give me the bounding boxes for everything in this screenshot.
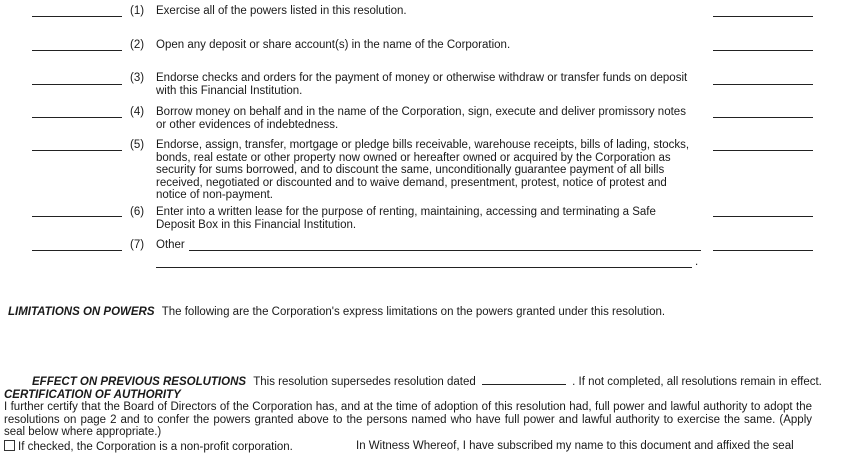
power-6-right-blank[interactable] [713, 216, 813, 217]
power-5-left-blank[interactable] [32, 150, 122, 151]
power-7-right-blank[interactable] [713, 250, 813, 251]
power-2-number: (2) [130, 39, 145, 51]
power-6-left-blank[interactable] [32, 216, 122, 217]
limitations-heading: LIMITATIONS ON POWERS [8, 306, 155, 318]
effect-heading: EFFECT ON PREVIOUS RESOLUTIONS [32, 376, 247, 388]
power-2-left-blank[interactable] [32, 50, 122, 51]
power-5-right-blank[interactable] [713, 150, 813, 151]
power-2-text: Open any deposit or share account(s) in the name of the Corporation. [156, 39, 511, 51]
nonprofit-checkbox[interactable] [4, 440, 15, 451]
power-3-number: (3) [130, 72, 145, 84]
power-4-text: Borrow money on behalf and in the name of the Corporation, sign, execute and deliver promissory notes or other evidences of indebtedness. [156, 106, 686, 131]
power-2-right-blank[interactable] [713, 50, 813, 51]
power-4-left-blank[interactable] [32, 117, 122, 118]
witness-text: In Witness Whereof, I have subscribed my name to this document and affixed the seal [356, 440, 794, 452]
power-7-text: Other [156, 239, 185, 251]
power-4-right-blank[interactable] [713, 117, 813, 118]
power-6-text: Enter into a written lease for the purpose of renting, maintaining, accessing and terminating a Safe Deposit Box in this Financial Institution. [156, 206, 656, 231]
power-3-text: Endorse checks and orders for the payment of money or otherwise withdraw or transfer funds on deposit with this Financial Institution. [156, 72, 688, 97]
power-5-text: Endorse, assign, transfer, mortgage or pledge bills receivable, warehouse receipts, bills of lading, stocks, bonds, real estate or other property now owned or hereafter owned or acquired by the Corporation as security for sums borrowed, and to discount the same, unconditionally guarantee payment of all bills received, negotiated or discounted and to waive demand, presentment, protest, notice of protest and notice of non-payment. [156, 139, 690, 202]
power-5-number: (5) [130, 139, 145, 151]
power-1-text: Exercise all of the powers listed in this resolution. [156, 5, 407, 17]
nonprofit-checkbox-row [4, 440, 293, 453]
power-7-other-blank-1[interactable] [189, 250, 701, 251]
power-7-left-blank[interactable] [32, 250, 122, 251]
power-1-right-blank[interactable] [713, 16, 813, 17]
power-1-number: (1) [130, 5, 145, 17]
certification-text: I further certify that the Board of Directors of the Corporation has, and at the time of adoption of this resolution had, full power and lawful authority to adopt the resolutions on page 2 and to confer the powers granted above to the persons named who have full power and lawful authority to exercise the same. (Apply seal below where appropriate.) [4, 401, 812, 439]
effect-section [32, 374, 822, 388]
power-7-other-blank-2[interactable] [156, 267, 692, 268]
power-4-number: (4) [130, 106, 145, 118]
power-7-number: (7) [130, 239, 145, 251]
power-1-left-blank[interactable] [32, 16, 122, 17]
certification-heading: CERTIFICATION OF AUTHORITY [4, 389, 181, 401]
effect-text-before: This resolution supersedes resolution dated [253, 376, 476, 388]
resolution-date-blank[interactable] [482, 374, 566, 385]
effect-text-after: . If not completed, all resolutions remain in effect. [572, 376, 822, 388]
limitations-text: The following are the Corporation's express limitations on the powers granted under this resolution. [161, 306, 666, 318]
power-6-number: (6) [130, 206, 145, 218]
power-3-left-blank[interactable] [32, 84, 122, 85]
power-7-period: . [695, 256, 699, 268]
nonprofit-label: If checked, the Corporation is a non-profit corporation. [18, 441, 293, 453]
limitations-section [8, 306, 665, 318]
power-3-right-blank[interactable] [713, 84, 813, 85]
